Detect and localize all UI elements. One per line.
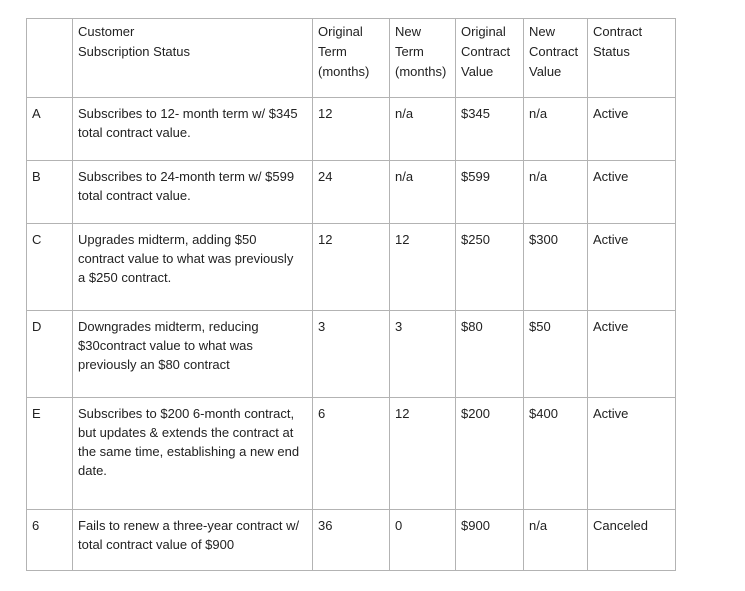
row-id: D bbox=[27, 311, 73, 398]
status-text-line: total contract value of $900 bbox=[78, 537, 235, 552]
header-text-line: Term bbox=[318, 44, 347, 59]
row-subscription-status bbox=[73, 510, 313, 571]
row-original-value: $900 bbox=[456, 510, 524, 571]
row-subscription-status bbox=[73, 161, 313, 224]
row-contract-status: Active bbox=[588, 398, 676, 510]
row-new-term: n/a bbox=[390, 161, 456, 224]
table-row bbox=[27, 224, 676, 311]
status-text-line: but updates & extends the contract at bbox=[78, 425, 294, 440]
header-text-line: Customer bbox=[78, 24, 135, 39]
status-text-line: contract value to what was previously bbox=[78, 251, 294, 266]
header-text-line: Status bbox=[593, 44, 630, 59]
status-text-line: Subscribes to 24-month term w/ $599 bbox=[78, 169, 295, 184]
row-new-term: 12 bbox=[390, 398, 456, 510]
status-text-line: total contract value. bbox=[78, 125, 191, 140]
header-text-line: New Term bbox=[395, 24, 424, 59]
header-text-line: Subscription Status bbox=[78, 44, 191, 59]
header-text-line: Value bbox=[461, 64, 494, 79]
table-row bbox=[27, 98, 676, 161]
status-text-line: date. bbox=[78, 463, 107, 478]
header-original-contract-value bbox=[456, 19, 524, 98]
header-new-term bbox=[390, 19, 456, 98]
status-text-line: total contract value. bbox=[78, 188, 191, 203]
row-new-term: n/a bbox=[390, 98, 456, 161]
header-text-line: (months) bbox=[395, 64, 447, 79]
status-text-line: a $250 contract. bbox=[78, 270, 172, 285]
status-text-line: Downgrades midterm, reducing bbox=[78, 319, 259, 334]
row-original-term: 36 bbox=[313, 510, 390, 571]
row-new-value: n/a bbox=[524, 161, 588, 224]
row-contract-status: Active bbox=[588, 161, 676, 224]
row-id: E bbox=[27, 398, 73, 510]
table-row bbox=[27, 398, 676, 510]
row-original-value: $599 bbox=[456, 161, 524, 224]
header-contract-status bbox=[588, 19, 676, 98]
row-original-term: 3 bbox=[313, 311, 390, 398]
header-text-line: Contract bbox=[461, 44, 511, 59]
header-subscription-status bbox=[73, 19, 313, 98]
header-text-line: Original bbox=[318, 24, 363, 39]
row-original-term: 12 bbox=[313, 98, 390, 161]
subscription-status-table bbox=[26, 18, 676, 571]
row-original-value: $250 bbox=[456, 224, 524, 311]
row-new-term: 0 bbox=[390, 510, 456, 571]
header-text-line: Original bbox=[461, 24, 506, 39]
header-text-line: Value bbox=[529, 64, 562, 79]
row-contract-status: Canceled bbox=[588, 510, 676, 571]
row-original-value: $345 bbox=[456, 98, 524, 161]
row-original-term: 6 bbox=[313, 398, 390, 510]
row-original-term: 24 bbox=[313, 161, 390, 224]
status-text-line: Subscribes to $200 6-month contract, bbox=[78, 406, 295, 421]
row-new-value: n/a bbox=[524, 98, 588, 161]
status-text-line: Fails to renew a three-year contract w/ bbox=[78, 518, 300, 533]
row-contract-status: Active bbox=[588, 98, 676, 161]
header-row bbox=[27, 19, 676, 98]
row-contract-status: Active bbox=[588, 311, 676, 398]
row-contract-status: Active bbox=[588, 224, 676, 311]
row-new-value: n/a bbox=[524, 510, 588, 571]
status-text-line: previously an $80 contract bbox=[78, 357, 230, 372]
header-id bbox=[27, 19, 73, 98]
header-text-line: Contract bbox=[529, 44, 579, 59]
header-original-term bbox=[313, 19, 390, 98]
row-new-value: $400 bbox=[524, 398, 588, 510]
row-new-term: 3 bbox=[390, 311, 456, 398]
row-new-value: $300 bbox=[524, 224, 588, 311]
row-id: B bbox=[27, 161, 73, 224]
status-text-line: Upgrades midterm, adding $50 bbox=[78, 232, 257, 247]
header-new-contract-value bbox=[524, 19, 588, 98]
status-text-line: $30contract value to what was bbox=[78, 338, 253, 353]
header-text-line: Contract bbox=[593, 24, 643, 39]
row-subscription-status bbox=[73, 398, 313, 510]
table-row bbox=[27, 311, 676, 398]
row-original-value: $200 bbox=[456, 398, 524, 510]
table-row bbox=[27, 161, 676, 224]
status-text-line: the same time, establishing a new end bbox=[78, 444, 300, 459]
row-subscription-status bbox=[73, 224, 313, 311]
row-original-value: $80 bbox=[456, 311, 524, 398]
status-text-line: Subscribes to 12- month term w/ $345 bbox=[78, 106, 298, 121]
row-new-term: 12 bbox=[390, 224, 456, 311]
row-id: A bbox=[27, 98, 73, 161]
row-subscription-status bbox=[73, 98, 313, 161]
row-original-term: 12 bbox=[313, 224, 390, 311]
row-id: C bbox=[27, 224, 73, 311]
row-id: 6 bbox=[27, 510, 73, 571]
table-row bbox=[27, 510, 676, 571]
header-text-line: (months) bbox=[318, 64, 370, 79]
row-subscription-status bbox=[73, 311, 313, 398]
row-new-value: $50 bbox=[524, 311, 588, 398]
header-text-line: New bbox=[529, 24, 556, 39]
